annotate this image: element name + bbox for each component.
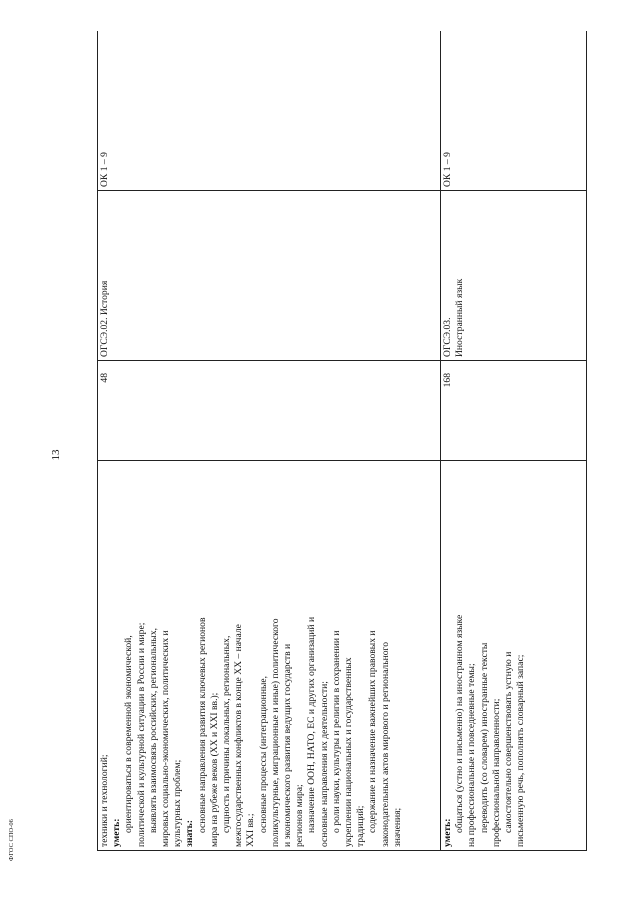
description-line: культурных проблем; — [172, 759, 184, 847]
description-line: мира на рубеже веков (XX и XXI вв.); — [208, 692, 220, 847]
description-line: профессиональной направленности; — [490, 698, 502, 847]
description-line: XXI вв.; — [245, 813, 257, 847]
table-row — [441, 31, 587, 851]
description-line: письменную речь, пополнять словарный запас; — [515, 654, 527, 847]
description-line: назначение ООН, НАТО, ЕС и других организаций и — [306, 616, 318, 833]
competencies-cell: ОК 1 – 9 — [441, 31, 587, 191]
discipline-cell: ОГСЭ.03. Иностранный язык — [441, 191, 587, 361]
description-line: поликультурные, миграционные и иные) политического — [269, 618, 281, 847]
description-line: общаться (устно и письменно) на иностранном языке — [454, 614, 466, 833]
competencies-cell: ОК 1 – 9 — [98, 31, 441, 191]
rotated-table-area — [97, 31, 587, 851]
curriculum-table-wrapper — [97, 31, 587, 851]
description-line: самостоятельно совершенствовать устную и — [503, 651, 515, 833]
description-line: выявлять взаимосвязь российских, региональных, — [147, 627, 159, 833]
table-row — [98, 31, 441, 851]
description-cell — [98, 461, 441, 851]
description-line: значения; — [391, 807, 403, 847]
description-line: укреплении национальных и государственных — [343, 657, 355, 847]
curriculum-table — [97, 31, 587, 851]
section-heading: уметь: — [111, 818, 123, 847]
section-heading: уметь: — [442, 818, 453, 847]
table-body — [98, 31, 587, 851]
description-line: регионов мира; — [294, 784, 306, 847]
discipline-cell: ОГСЭ.02. История — [98, 191, 441, 361]
description-line: основные направления их деятельности; — [318, 681, 330, 847]
description-line: традиций; — [355, 805, 367, 847]
description-line: основные направления развития ключевых регионов — [196, 617, 208, 833]
description-line: сущность и причины локальных, региональных, — [221, 635, 233, 833]
description-line: ориентироваться в современной экономической, — [123, 635, 135, 833]
hours-cell: 48 — [98, 361, 441, 461]
description-line: на профессиональные и повседневные темы; — [466, 663, 478, 847]
description-line: политической и культурной ситуации в России и мире; — [135, 622, 147, 847]
description-line: мировых социально-экономических, политических и — [160, 630, 172, 847]
description-cell — [441, 461, 587, 851]
page-number: 13 — [50, 449, 62, 461]
description-line: межгосударственных конфликтов в конце XX – начале — [233, 624, 245, 847]
description-line: о роли науки, культуры и религии в сохранении и — [330, 630, 342, 833]
description-line: переводить (со словарем) иностранные тексты — [478, 642, 490, 833]
footer-standard-code: ФГОС СПО-06 — [8, 819, 15, 861]
section-heading: знать: — [184, 820, 196, 847]
description-line: основные процессы (интеграционные, — [257, 675, 269, 833]
description-line: законодательных актов мирового и регионального — [379, 641, 391, 847]
hours-cell: 168 — [441, 361, 587, 461]
description-line: техники и технологий; — [99, 754, 110, 847]
description-line: содержание и назначение важнейших правовых и — [367, 630, 379, 833]
description-line: и экономического развития ведущих государств и — [282, 643, 294, 847]
